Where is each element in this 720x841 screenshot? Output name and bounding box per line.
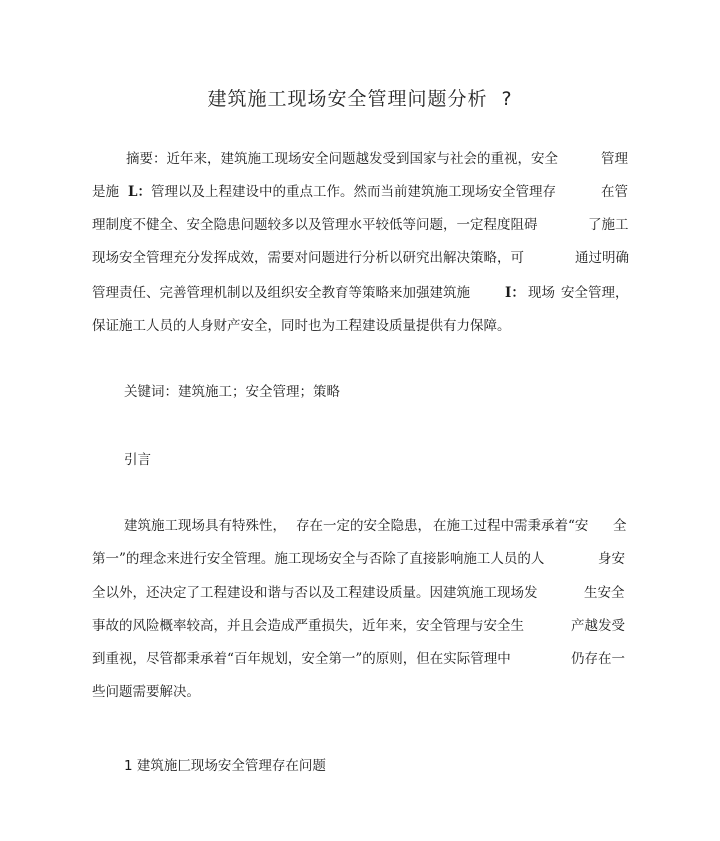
intro-line-4-right: 产越发受 xyxy=(571,618,625,634)
abstract-line-3-right: 了施工 xyxy=(588,217,629,233)
intro-line-4-left: 事故的风险概率较高，并且会造成严重损失，近年来，安全管理与安全生 xyxy=(92,618,524,634)
abstract-line-3-left: 理制度不健全、安全隐患问题较多以及管理水平较低等问题，一定程度阻碍 xyxy=(92,217,538,233)
abstract-line-5-right: 安全管理， xyxy=(561,285,629,301)
abstract-line-5-left: 管理责任、完善管理机制以及组织安全教育等策略来加强建筑施 xyxy=(92,285,470,301)
keywords: 关键词：建筑施工；安全管理；策略 xyxy=(124,384,340,400)
abstract-line-1-left: 摘要：近年来，建筑施工现场安全问题越发受到国家与社会的重视，安全 xyxy=(126,151,558,167)
section-1-heading xyxy=(124,754,326,774)
abstract-line-4-left: 现场安全管理充分发挥成效，需要对问题进行分析以研究出解决策略，可 xyxy=(92,250,524,266)
title-text: 建筑施工现场安全管理问题分析 xyxy=(207,88,488,110)
abstract-line-2-left: 是施 xyxy=(92,184,119,200)
intro-line-3-left: 全以外，还决定了工程建设和谐与否以及工程建设质量。因建筑施工现场发 xyxy=(92,585,538,601)
intro-line-6-left: 些问题需要解决。 xyxy=(92,684,200,700)
abstract-line-5-mid: 现场 xyxy=(528,285,555,301)
intro-line-5-left: 到重视，尽管都秉承着“百年规划，安全第一”的原则，但在实际管理中 xyxy=(92,651,511,667)
abstract-line-2-bold: L： xyxy=(128,184,151,200)
title-question-mark: ? xyxy=(501,88,513,110)
intro-line-1-d: 全 xyxy=(613,518,627,534)
abstract-line-6-left: 保证施工人员的人身财产安全，同时也为工程建设质量提供有力保障。 xyxy=(92,318,511,334)
intro-heading: 引言 xyxy=(124,452,151,468)
abstract-line-1-right: 管理 xyxy=(601,151,628,167)
section-1-title: 建筑施匚现场安全管理存在问题 xyxy=(136,758,326,774)
intro-line-2-right: 身安 xyxy=(598,551,625,567)
intro-line-3-right: 生安全 xyxy=(584,585,625,601)
abstract-line-4-right: 通过明确 xyxy=(575,250,629,266)
section-1-number: 1 xyxy=(124,758,133,774)
intro-line-1-a: 建筑施工现场具有特殊性， xyxy=(124,518,286,534)
intro-line-1-c: 在施工过程中需秉承着“安 xyxy=(433,518,589,534)
abstract-line-2-right: 在管 xyxy=(601,184,628,200)
intro-line-5-right: 仍存在一 xyxy=(571,651,625,667)
document-title xyxy=(0,84,720,111)
intro-line-1-b: 存在一定的安全隐患， xyxy=(296,518,431,534)
intro-line-2-left: 第一”的理念来进行安全管理。施工现场安全与否除了直接影响施工人员的人 xyxy=(92,551,545,567)
abstract-line-2-mid: 管理以及上程建设中的重点工作。然而当前建筑施工现场安全管理存 xyxy=(151,184,556,200)
abstract-line-5-bold: I： xyxy=(505,285,525,301)
